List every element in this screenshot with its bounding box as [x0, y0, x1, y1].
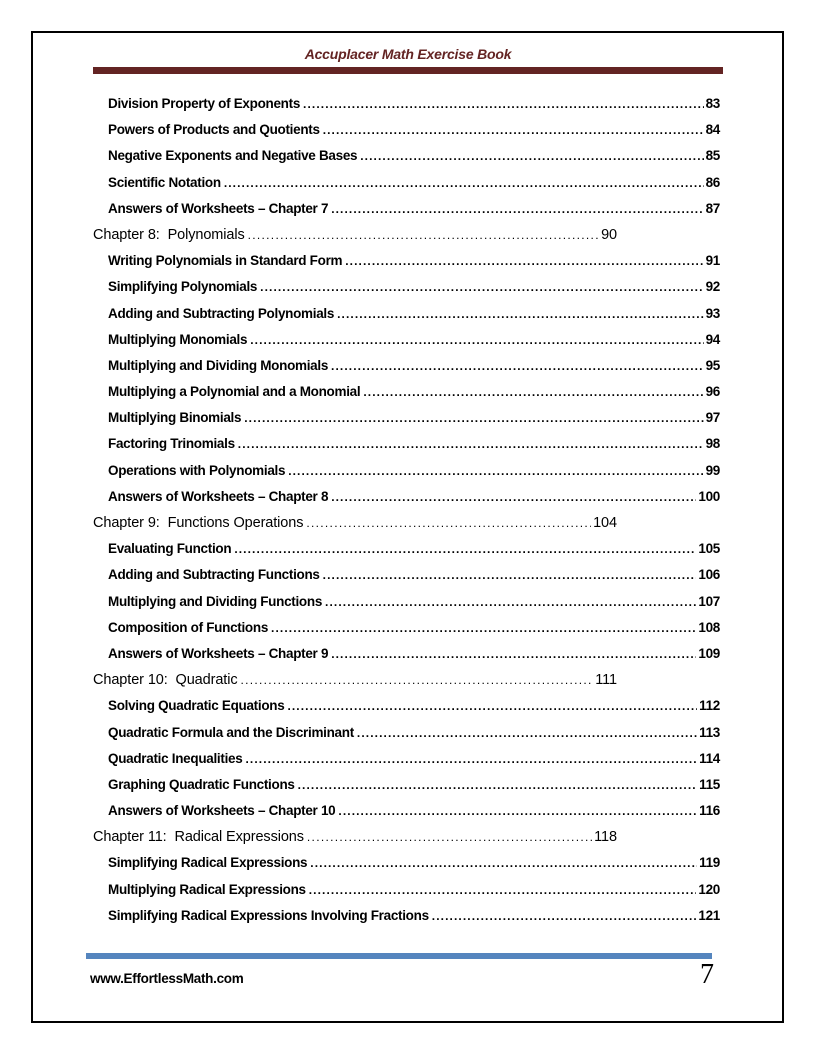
toc-entry-label: Answers of Worksheets – Chapter 9 — [108, 645, 329, 661]
toc-entry — [93, 222, 617, 248]
toc-entry-page-number: 104 — [593, 515, 617, 531]
toc-dot-leader — [260, 279, 703, 294]
toc-entry-label: Multiplying a Polynomial and a Monomial — [108, 384, 361, 400]
table-of-contents — [93, 91, 720, 929]
toc-entry-page-number: 87 — [705, 200, 720, 216]
toc-entry — [93, 327, 720, 353]
toc-entry-page-number: 114 — [699, 750, 720, 766]
toc-entry-label: Operations with Polynomials — [108, 462, 286, 478]
toc-dot-leader — [310, 855, 697, 870]
page-header-title: Accuplacer Math Exercise Book — [304, 46, 512, 62]
toc-dot-leader — [303, 96, 704, 111]
toc-dot-leader — [345, 253, 703, 268]
toc-entry-page-number: 112 — [699, 698, 720, 714]
toc-entry-page-number: 107 — [698, 593, 720, 609]
toc-entry — [93, 274, 720, 300]
toc-entry — [93, 589, 720, 615]
toc-dot-leader — [432, 908, 697, 923]
toc-entry-page-number: 100 — [698, 488, 720, 504]
toc-entry-label: Adding and Subtracting Polynomials — [108, 305, 335, 321]
toc-entry-page-number: 91 — [705, 253, 720, 269]
toc-entry-page-number: 98 — [705, 436, 720, 452]
toc-entry-page-number: 83 — [705, 96, 720, 111]
toc-entry-label: Composition of Functions — [108, 619, 269, 635]
toc-entry-page-number: 106 — [698, 567, 720, 583]
toc-entry — [93, 170, 720, 196]
toc-entry-label: Graphing Quadratic Functions — [108, 776, 295, 792]
toc-dot-leader — [298, 777, 697, 792]
toc-dot-leader — [241, 672, 594, 688]
toc-entry — [93, 484, 720, 510]
toc-entry-page-number: 96 — [705, 384, 720, 400]
toc-entry-page-number: 120 — [698, 881, 720, 897]
toc-entry-page-number: 93 — [705, 305, 720, 321]
toc-dot-leader — [248, 227, 599, 243]
toc-entry — [93, 903, 720, 929]
footer-website: www.EffortlessMath.com — [90, 971, 244, 986]
toc-entry — [93, 248, 720, 274]
toc-entry-label: Chapter 8: Polynomials — [93, 226, 245, 243]
toc-entry-label: Answers of Worksheets – Chapter 10 — [108, 803, 336, 819]
toc-entry-label: Evaluating Function — [108, 541, 232, 557]
toc-entry — [93, 746, 720, 772]
toc-dot-leader — [363, 384, 703, 399]
toc-entry-label: Negative Exponents and Negative Bases — [108, 148, 358, 164]
toc-dot-leader — [331, 646, 696, 661]
toc-dot-leader — [325, 594, 696, 609]
footer-rule — [86, 953, 712, 959]
toc-entry-page-number: 119 — [699, 855, 720, 871]
toc-dot-leader — [224, 175, 704, 190]
toc-entry-page-number: 95 — [705, 357, 720, 373]
toc-entry — [93, 641, 720, 667]
toc-dot-leader — [234, 541, 696, 556]
toc-dot-leader — [331, 489, 696, 504]
toc-entry-label: Quadratic Formula and the Discriminant — [108, 724, 354, 740]
toc-entry-label: Multiplying and Dividing Functions — [108, 593, 323, 609]
toc-entry — [93, 850, 720, 876]
toc-entry-page-number: 85 — [705, 148, 720, 164]
toc-entry-label: Simplifying Radical Expressions Involving Fractions — [108, 907, 429, 923]
toc-entry — [93, 877, 720, 903]
toc-entry-label: Multiplying Monomials — [108, 331, 248, 347]
toc-dot-leader — [360, 148, 703, 163]
toc-entry-label: Multiplying Radical Expressions — [108, 881, 306, 897]
toc-entry-label: Division Property of Exponents — [108, 96, 301, 111]
toc-entry-label: Simplifying Polynomials — [108, 279, 258, 295]
toc-dot-leader — [307, 829, 592, 845]
toc-dot-leader — [309, 882, 697, 897]
toc-entry-page-number: 113 — [699, 724, 720, 740]
toc-entry-page-number: 84 — [705, 122, 720, 138]
toc-entry-label: Chapter 10: Quadratic — [93, 672, 238, 689]
toc-dot-leader — [337, 306, 704, 321]
toc-entry — [93, 510, 617, 536]
toc-dot-leader — [331, 358, 704, 373]
toc-entry-label: Factoring Trinomials — [108, 436, 235, 452]
toc-entry — [93, 405, 720, 431]
toc-entry — [93, 431, 720, 457]
toc-entry — [93, 615, 720, 641]
toc-entry-page-number: 99 — [705, 462, 720, 478]
header-rule — [93, 67, 723, 74]
toc-entry-label: Simplifying Radical Expressions — [108, 855, 308, 871]
toc-entry-page-number: 97 — [705, 410, 720, 426]
toc-entry — [93, 353, 720, 379]
toc-dot-leader — [323, 122, 704, 137]
toc-entry — [93, 693, 720, 719]
toc-entry — [93, 143, 720, 169]
toc-dot-leader — [238, 436, 704, 451]
toc-dot-leader — [357, 725, 697, 740]
toc-dot-leader — [338, 803, 697, 818]
toc-dot-leader — [306, 515, 591, 531]
toc-entry-label: Scientific Notation — [108, 174, 221, 190]
toc-entry-label: Chapter 11: Radical Expressions — [93, 829, 304, 846]
toc-dot-leader — [288, 463, 703, 478]
toc-entry — [93, 117, 720, 143]
toc-entry — [93, 772, 720, 798]
toc-entry-label: Adding and Subtracting Functions — [108, 567, 320, 583]
toc-dot-leader — [323, 567, 697, 582]
toc-entry-page-number: 109 — [698, 645, 720, 661]
toc-entry-page-number: 116 — [699, 803, 720, 819]
toc-entry — [93, 91, 720, 117]
toc-entry — [93, 667, 617, 693]
toc-entry-label: Multiplying Binomials — [108, 410, 242, 426]
toc-dot-leader — [331, 201, 703, 216]
toc-entry — [93, 301, 720, 327]
toc-entry — [93, 824, 617, 850]
toc-entry-label: Powers of Products and Quotients — [108, 122, 320, 138]
toc-entry-page-number: 115 — [699, 776, 720, 792]
toc-dot-leader — [244, 410, 703, 425]
toc-entry-page-number: 86 — [705, 174, 720, 190]
toc-entry-label: Answers of Worksheets – Chapter 7 — [108, 200, 329, 216]
toc-entry-label: Solving Quadratic Equations — [108, 698, 285, 714]
toc-entry-page-number: 92 — [705, 279, 720, 295]
toc-entry-label: Answers of Worksheets – Chapter 8 — [108, 488, 329, 504]
toc-dot-leader — [287, 698, 697, 713]
toc-entry-page-number: 94 — [705, 331, 720, 347]
toc-entry — [93, 798, 720, 824]
toc-dot-leader — [250, 332, 703, 347]
toc-entry — [93, 379, 720, 405]
toc-entry-page-number: 121 — [698, 907, 720, 923]
toc-dot-leader — [271, 620, 696, 635]
toc-entry-page-number: 118 — [594, 829, 617, 846]
toc-entry — [93, 720, 720, 746]
toc-entry-label: Quadratic Inequalities — [108, 750, 243, 766]
toc-dot-leader — [245, 751, 697, 766]
toc-entry-page-number: 108 — [698, 619, 720, 635]
toc-entry-label: Writing Polynomials in Standard Form — [108, 253, 343, 269]
toc-entry — [93, 536, 720, 562]
toc-entry — [93, 196, 720, 222]
toc-entry-label: Chapter 9: Functions Operations — [93, 515, 304, 531]
toc-entry-page-number: 111 — [595, 672, 617, 689]
toc-entry — [93, 562, 720, 588]
toc-entry-label: Multiplying and Dividing Monomials — [108, 357, 329, 373]
footer-page-number: 7 — [700, 959, 714, 990]
toc-entry-page-number: 105 — [698, 541, 720, 557]
toc-entry-page-number: 90 — [601, 226, 617, 243]
toc-entry — [93, 458, 720, 484]
